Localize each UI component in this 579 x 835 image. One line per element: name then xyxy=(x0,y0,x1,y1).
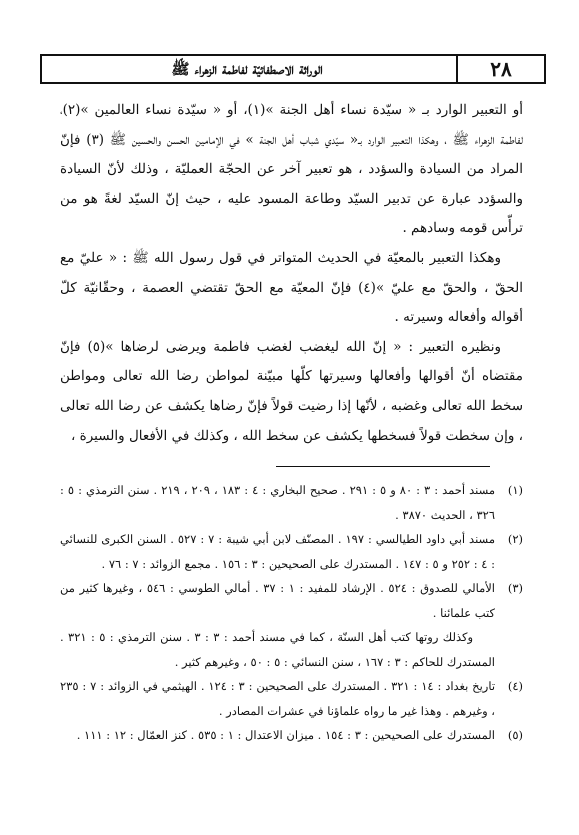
page-number: ٢٨ xyxy=(490,57,512,81)
footnote xyxy=(60,478,523,527)
footnote-number: (٢) xyxy=(507,532,523,546)
footnote xyxy=(60,576,523,625)
footnote-text: مسند أحمد : ٣ : ٨٠ و ٥ : ٢٩١ . صحيح البخاري : ٤ : ١٨٣ ، ٢٠٩ ، ٢١٩ . سنن الترمذي : ٥ : ٣٢٦ ، الحديث ٣٨٧٠ . xyxy=(60,483,496,522)
paragraph: أو التعبير الوارد بـ « سيّدة نساء أهل الجنة »(١)، أو « سيّدة نساء العالمين »(٢)، لفاطمة الزهراء ﷺ ، وهكذا التعبير الوارد بـ« سيّدي شباب أهل الجنة » في الإمامين الحسن والحسين ﷺ (٣) فإنّ المراد من السيادة والسؤدد ، هو تعبير آخر عن الحجّة العمليّة ، وذلك لأنّ السيادة والسؤدد عبارة عن تدبير السيّد وطاعة المسود عليه ، حيث إنّ السيّد لغةً هو من ترأّس قومه وسادهم . xyxy=(60,102,523,237)
paragraph: ونظيره التعبير : « إنّ الله ليغضب لغضب فاطمة ويرضى لرضاها »(٥) فإنّ مقتضاه أنّ أقوالها وأفعالها وسيرتها كلّها مبيّنة لمواطن رضا الله تعالى ومواطن سخط الله تعالى وغضبه ، لأنّها إذا رضيت قولاً فإنّ رضاها يكشف عن رضا الله تعالى ، وإن سخطت قولاً فسخطها يكشف عن سخط الله ، وكذلك في الأفعال والسيرة ، xyxy=(60,338,523,444)
footnote-continuation: وكذلك روتها كتب أهل السنّة ، كما في مسند أحمد : ٣ : ٣ . سنن الترمذي : ٥ : ٣٢١ . المستدرك للحاكم : ٣ : ١٦٧ ، سنن النسائي : ٥ : ٥٠ ، وغيرهم كثير . xyxy=(60,630,495,669)
footnote-text: تاريخ بغداد : ١٤ : ٣٢١ . المستدرك على الصحيحين : ٣ : ١٢٤ . الهيثمي في الزوائد : ٧ : ٢٣٥ ، وغيرهم . وهذا غير ما رواه علماؤنا في عشرات المصادر . xyxy=(60,679,496,718)
paragraph: وهكذا التعبير بالمعيّة في الحديث المتواتر في قول رسول الله ﷺ : « عليّ مع الحقّ ، والحقّ مع عليّ »(٤) فإنّ المعيّة مع الحقّ تقتضي العصمة ، وحقّانيّة كلّ أقواله وأفعاله وسيرته . xyxy=(60,249,523,326)
footnote-number: (٣) xyxy=(507,581,523,595)
running-header xyxy=(40,54,546,84)
running-title: الوراثة الاصطفائيّة لفاطمة الزهراء ﷺ xyxy=(171,60,323,78)
footnote-number: (٤) xyxy=(507,679,523,693)
footnote-text: مسند أبي داود الطيالسي : ١٩٧ . المصنّف لابن أبي شيبة : ٧ : ٥٢٧ . السنن الكبرى للنسائي : ٤ : ٢٥٢ و ٥ : ١٤٧ . المستدرك على الصحيحين : ٣ : ١٥٦ . مجمع الزوائد : ٧ : ٧٦ . xyxy=(60,532,495,571)
footnote-number: (١) xyxy=(507,483,523,497)
footnote-text: المستدرك على الصحيحين : ٣ : ١٥٤ . ميزان الاعتدال : ١ : ٥٣٥ . كنز العمّال : ١٢ : ١١١ . xyxy=(76,728,495,742)
footnotes xyxy=(60,478,523,748)
footnote xyxy=(60,674,523,723)
footnote xyxy=(60,527,523,576)
header-divider xyxy=(456,56,458,82)
footnote-number: (٥) xyxy=(507,728,523,742)
footnote-separator xyxy=(276,466,490,467)
main-text xyxy=(60,96,523,451)
footnote-text: الأمالي للصدوق : ٥٢٤ . الإرشاد للمفيد : ١ : ٣٧ . أمالي الطوسي : ٥٤٦ ، وغيرها كثير من كتب علمائنا . xyxy=(60,581,495,620)
footnote xyxy=(60,723,523,748)
